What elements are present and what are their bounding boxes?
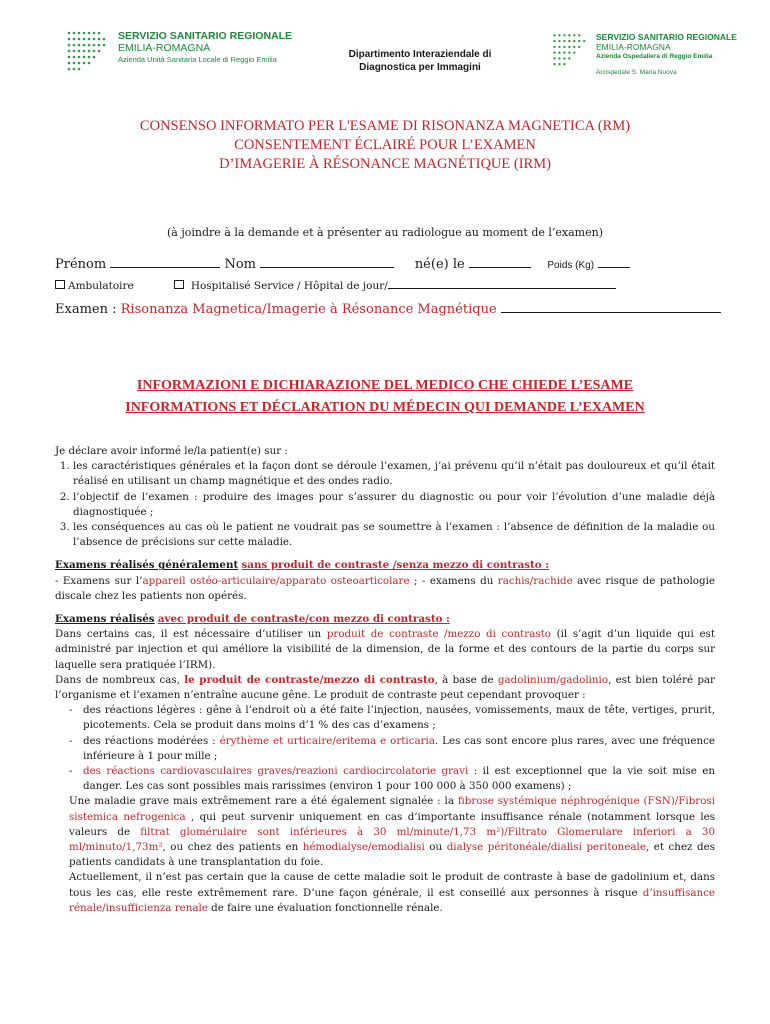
text-span: , à base de (434, 673, 498, 686)
right-logo-line2: EMILIA-ROMAGNA (596, 42, 671, 52)
avec-contrast-p1 (55, 627, 715, 673)
text-span-red: rachis/rachide (497, 574, 573, 587)
document-title (40, 117, 730, 174)
reaction-item (83, 764, 715, 794)
examen-value: Risonanza Magnetica/Imagerie à Résonance Magnétique (120, 302, 497, 317)
left-logo-line2: EMILIA-ROMAGNA (118, 42, 211, 54)
sans-contrast-text (55, 574, 715, 604)
fsn-paragraph (55, 794, 715, 870)
text-span-red: dialyse péritonéale/dialisi peritoneale (446, 841, 646, 854)
department-line1: Dipartimento Interaziendale di (348, 49, 492, 60)
left-logo-line1: SERVIZIO SANITARIO REGIONALE (118, 30, 293, 42)
ambulatoire-checkbox[interactable] (55, 280, 65, 289)
text-span: avec risque de pathologie discale chez les patients non opérés. (55, 574, 715, 602)
text-span: , et chez des patients candidats à une transplantation du foie. (69, 841, 715, 869)
text-span-red: d’insuffisance rénale/insufficienza renale (69, 886, 715, 914)
document-body (55, 444, 715, 916)
text-span-red: hémodialyse/emodialisi (302, 841, 425, 854)
sans-contrast-heading (55, 558, 715, 573)
avec-title-red: avec produit de contraste/con mezzo di contrasto : (157, 613, 450, 626)
admission-line (55, 280, 616, 292)
avec-contrast-heading (55, 612, 715, 627)
section-title-line1: INFORMAZIONI E DICHIARAZIONE DEL MEDICO CHE CHIEDE L’ESAME (136, 378, 634, 393)
text-span: ; - examens du (409, 574, 498, 587)
department-line2: Diagnostica per Immagini (359, 62, 481, 73)
hospitalise-checkbox[interactable] (174, 280, 184, 289)
sans-title: Examens réalisés généralement (55, 559, 239, 572)
title-line1: CONSENSO INFORMATO PER L'ESAME DI RISONANZA MAGNETICA (RM) (139, 118, 631, 134)
examen-field[interactable] (501, 302, 721, 313)
text-span-red: fibrose systémique néphrogénique (FSN)/Fibrosi sistemica nefrogenica (69, 795, 715, 823)
section-title (40, 375, 730, 419)
text-span: Dans de nombreux cas, (55, 673, 185, 686)
department-name (330, 48, 510, 74)
dotted-grid-logo-icon (66, 30, 112, 74)
text-span: - Examens sur l’ (55, 574, 143, 587)
sans-title-red: sans produit de contraste /senza mezzo di contrasto : (241, 559, 550, 572)
text-span-red: des réactions cardiovasculaires graves/reazioni cardiocircolatorie gravi (83, 765, 469, 778)
text-span-red: filtrat glomérulaire sont inférieures à 30 ml/minute/1,73 m²)/Filtrato Glomerulare inferiori a 30 ml/minuto/1,73m² (69, 825, 715, 854)
final-paragraph (55, 870, 715, 916)
reaction-item (83, 734, 715, 764)
document-subtitle: (à joindre à la demande et à présenter au radiologue au moment de l’examen) (167, 226, 603, 239)
section-title-line2: INFORMATIONS ET DÉCLARATION DU MÉDECIN QUI DEMANDE L’EXAMEN (125, 400, 645, 415)
left-logo (66, 30, 292, 78)
reactions-list (55, 703, 715, 794)
information-list (55, 459, 715, 550)
text-span: de faire une évaluation fonctionnelle rénale. (207, 901, 443, 914)
text-span: (il s’agit d’un liquide qui est administré par injection et qui améliore la visibilité de la dimension, de la forme et des contours de la partie du corps sur laquelle sera pratiquée l’IRM). (55, 628, 715, 671)
avec-contrast-p2 (55, 673, 715, 703)
title-line3: D’IMAGERIE À RÉSONANCE MAGNÉTIQUE (IRM) (219, 156, 551, 172)
prenom-field[interactable] (110, 257, 220, 268)
text-span: : il est exceptionnel que la vie soit mise en danger. Les cas sont possibles mais rarissimes (environ 1 pour 100 000 à 350 000 examens) ; (83, 765, 715, 793)
right-logo-line1: SERVIZIO SANITARIO REGIONALE (596, 32, 737, 42)
text-span: Une maladie grave mais extrêmement rare a été également signalée : la (69, 795, 458, 808)
examen-label: Examen : (55, 302, 117, 317)
birthdate-label: né(e) le (414, 257, 465, 272)
examen-line (55, 302, 721, 317)
intro-text: Je déclare avoir informé le/la patient(e) sur : (55, 445, 288, 457)
list-item: 2. l’objectif de l’examen : produire des images pour s’assurer du diagnostic ou pour voir l’évolution d’une maladie déjà diagnostiquée ; (73, 490, 715, 520)
text-span: ou (424, 841, 447, 854)
list-item: 1. les caractéristiques générales et la façon dont se déroule l’examen, j’ai prévenu qu’il n’était pas douloureux et qu’il était réalisé en utilisant un champ magnétique et des ondes radio. (73, 459, 715, 489)
text-span: . Les cas sont encore plus rares, avec une fréquence inférieure à 1 pour mille ; (83, 734, 715, 762)
nom-field[interactable] (260, 257, 394, 268)
hospitalise-label: Hospitalisé Service / Hôpital de jour/ (190, 280, 388, 292)
text-span-red: gadolinium/gadolinio (497, 673, 609, 686)
right-logo-line3: Azienda Ospedaliera di Reggio Emilia (596, 53, 713, 60)
prenom-label: Prénom (55, 257, 107, 272)
text-span-red: érythème et urticaire/eritema e orticaria (219, 734, 435, 747)
birthdate-field[interactable] (469, 257, 531, 268)
text-span-red: produit de contraste /mezzo di contrasto (326, 628, 551, 641)
text-span: des réactions modérées : (83, 734, 220, 747)
text-span: Dans certains cas, il est nécessaire d’utiliser un (55, 628, 327, 641)
patient-info-line (55, 257, 630, 272)
weight-field[interactable] (598, 257, 630, 268)
text-span-red: le produit de contraste/mezzo di contrasto (184, 673, 435, 686)
reaction-item: - des réactions légères : gêne à l’endroit où a été faite l’injection, nausées, vomissements, maux de tête, vertiges, prurit, picotements. Cela se produit dans moins d’1 % des cas d’examens ; (83, 703, 715, 733)
text-span: , qui peut survenir uniquement en cas d’importante insuffisance rénale (notamment lorsque les valeurs de (69, 810, 715, 838)
right-logo (552, 32, 737, 80)
ambulatoire-label: Ambulatoire (68, 280, 134, 292)
title-line2: CONSENTEMENT ÉCLAIRÉ POUR L’EXAMEN (234, 137, 536, 153)
text-span: , ou chez des patients en (162, 841, 303, 854)
weight-label: Poids (Kg) (547, 260, 595, 271)
service-field[interactable] (388, 280, 616, 289)
avec-title: Examens réalisés (55, 613, 155, 626)
dotted-grid-logo-icon (552, 32, 590, 70)
text-span: Actuellement, il n’est pas certain que la cause de cette maladie soit le produit de contraste à base de gadolinium et, dans tous les cas, elle reste extrêmement rare. D’une façon générale, il est conseillé aux personnes à risque (69, 871, 715, 899)
text-span: , est bien toléré par l’organisme et l’examen n’entraîne aucune gêne. Le produit de contraste peut cependant provoquer : (55, 673, 715, 702)
left-logo-line3: Azienda Unità Sanitaria Locale di Reggio Emilia (118, 55, 277, 64)
text-span-red: appareil ostéo-articulaire/apparato osteoarticolare (142, 574, 410, 587)
list-item: 3. les conséquences au cas où le patient ne voudrait pas se soumettre à l’examen : l’absence de définition de la maladie ou l’absence de précisions sur cette maladie. (73, 520, 715, 550)
right-logo-line4: Arcispedale S. Maria Nuova (596, 69, 677, 76)
nom-label: Nom (224, 257, 256, 272)
